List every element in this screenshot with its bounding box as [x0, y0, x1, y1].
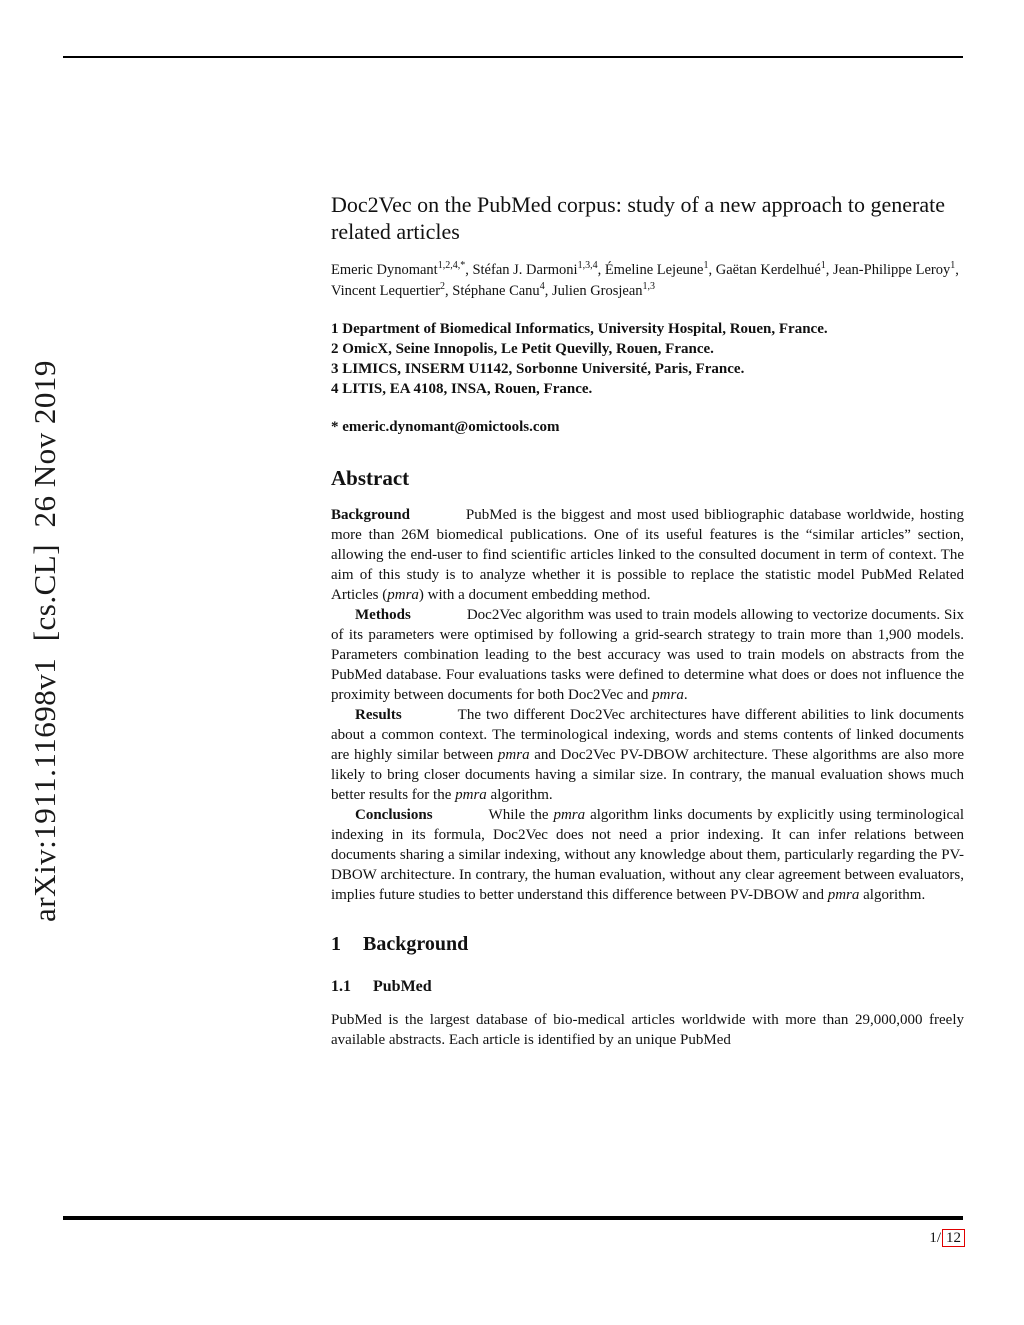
paragraph-text: While the: [488, 806, 554, 823]
author-name: Stéphane Canu: [452, 282, 540, 299]
paragraph-text: Doc2Vec algorithm was used to train models allowing to vectorize documents. Six of its parameters were optimised by following a grid-search strategy to train more than 1,900 models. Parameters combination leading to the best accuracy was used to train models on abstracts from the PubMed database. Four evaluations tasks were defined to determine what does or does not influence the proximity between documents for both Doc2Vec and: [331, 606, 964, 703]
author-affiliation-superscript: 2: [440, 280, 446, 292]
author-name: Gaëtan Kerdelhué: [715, 261, 821, 278]
abstract-background-paragraph: [331, 505, 964, 605]
author-separator: ,: [825, 261, 834, 278]
author-affiliation-superscript: 1: [950, 259, 956, 271]
author-affiliation-superscript: 1: [820, 259, 826, 271]
author-name: Émeline Lejeune: [604, 261, 704, 278]
paragraph-label: Conclusions: [355, 806, 433, 823]
pmra-italic: pmra: [497, 746, 530, 763]
paragraph-label: Results: [355, 706, 402, 723]
subsection-heading-pubmed: [331, 978, 964, 996]
pmra-italic: pmra: [455, 786, 487, 803]
paragraph-label: Background: [331, 506, 410, 523]
subsection-title: PubMed: [373, 977, 432, 995]
author-separator: ,: [955, 261, 959, 278]
abstract-body: [331, 505, 964, 905]
authors-line: [331, 260, 964, 302]
author-name: Stéfan J. Darmoni: [472, 261, 578, 278]
author-separator: ,: [597, 261, 605, 278]
author-affiliation-superscript: 1,2,4,*: [437, 259, 466, 271]
author-name: Jean-Philippe Leroy: [833, 261, 951, 278]
page-number-prefix: 1/: [929, 1230, 941, 1246]
abstract-heading: Abstract: [331, 465, 410, 490]
section-heading-background: [331, 933, 964, 956]
author-name: Julien Grosjean: [551, 282, 643, 299]
section-title: Background: [363, 932, 469, 955]
affiliations-block: [331, 319, 964, 399]
paragraph-text: algorithm links documents by explicitly using terminological indexing in its formula, Doc2Vec does not need a prior indexing. It can infer relations between documents sharing a similar indexing, without any knowledge about them, particularly regarding the PV-DBOW architecture. In contrary, the human evaluation, without any clear agreement between evaluators, implies future studies to better understand this difference between PV-DBOW and: [331, 806, 964, 903]
author-affiliation-superscript: 1: [703, 259, 709, 271]
affiliation-line: 4 LITIS, EA 4108, INSA, Rouen, France.: [331, 380, 593, 397]
abstract-results-paragraph: [331, 705, 964, 805]
author-separator: ,: [708, 261, 716, 278]
paragraph-text: algorithm.: [486, 786, 553, 803]
author-separator: ,: [544, 282, 552, 299]
author-name: Emeric Dynomant: [331, 261, 438, 278]
paragraph-text: and Doc2Vec PV-DBOW architecture. These algorithms are also more likely to bring closer documents having a similar size. In contrary, the manual evaluation shows much better results for the: [331, 746, 964, 803]
abstract-methods-paragraph: [331, 605, 964, 705]
body-paragraph: PubMed is the largest database of bio-medical articles worldwide with more than 29,000,000 freely available abstracts. Each article is identified by an unique PubMed: [331, 1011, 964, 1048]
paragraph-label: Methods: [355, 606, 411, 623]
paragraph-text: The two different Doc2Vec architectures have different abilities to link documents about a common context. The terminological indexing, words and stems contents of linked documents are highly similar between: [331, 706, 964, 763]
paragraph-text: ) with a document embedding method.: [418, 586, 651, 603]
abstract-conclusions-paragraph: [331, 805, 964, 905]
author-affiliation-superscript: 1,3,4: [577, 259, 598, 271]
corresponding-email: * emeric.dynomant@omictools.com: [331, 418, 560, 435]
pmra-italic: pmra: [827, 886, 860, 903]
affiliation-line: 3 LIMICS, INSERM U1142, Sorbonne Université, Paris, France.: [331, 360, 745, 377]
paragraph-text: .: [683, 686, 688, 703]
author-affiliation-superscript: 4: [539, 280, 545, 292]
pmra-italic: pmra: [553, 806, 586, 823]
pmra-italic: pmra: [387, 586, 419, 603]
author-affiliation-superscript: 1,3: [642, 280, 656, 292]
paragraph-text: algorithm.: [859, 886, 926, 903]
section-number: 1: [331, 932, 341, 955]
author-separator: ,: [445, 282, 453, 299]
author-name: Vincent Lequertier: [331, 282, 441, 299]
paper-content: [331, 192, 964, 1050]
arxiv-watermark: arXiv:1911.11698v1 [cs.CL] 26 Nov 2019: [27, 360, 62, 922]
paragraph-text: PubMed is the biggest and most used bibliographic database worldwide, hosting more than 26M biomedical publications. One of its useful features is the “similar articles” section, allowing the end-user to find scientific articles linked to the consulted document in term of context. The aim of this study is to analyze whether it is possible to replace the statistic model PubMed Related Articles (: [331, 506, 964, 603]
pmra-italic: pmra: [652, 686, 684, 703]
page-number: [929, 1229, 965, 1247]
bottom-rule: [63, 1216, 963, 1220]
affiliation-line: 2 OmicX, Seine Innopolis, Le Petit Quevilly, Rouen, France.: [331, 340, 714, 357]
author-separator: ,: [465, 261, 473, 278]
subsection-number: 1.1: [331, 977, 351, 995]
top-rule: [63, 56, 963, 58]
paper-title: Doc2Vec on the PubMed corpus: study of a new approach to generate related articles: [331, 192, 945, 244]
affiliation-line: 1 Department of Biomedical Informatics, University Hospital, Rouen, France.: [331, 320, 828, 337]
page-link[interactable]: 12: [942, 1229, 965, 1247]
